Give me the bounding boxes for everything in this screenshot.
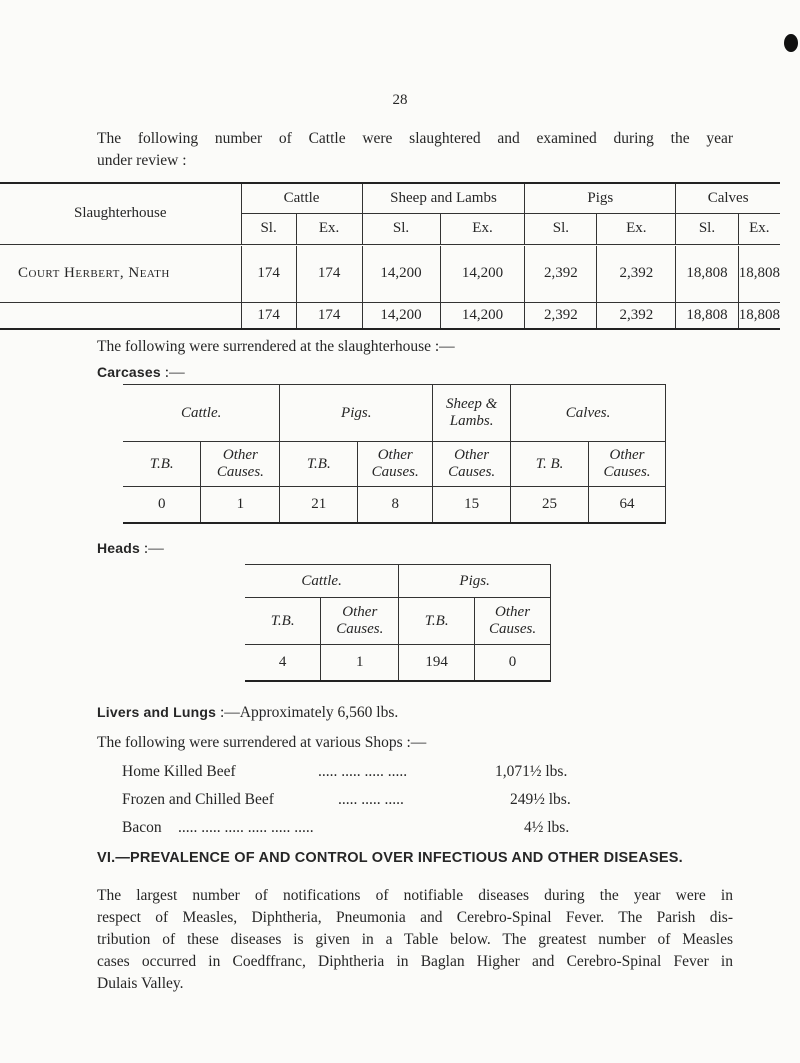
total-cattle-ex: 174 bbox=[296, 302, 362, 329]
carcases-val-calves-tb: 25 bbox=[511, 487, 589, 523]
shop-dots-home-beef: ..... ..... ..... ..... bbox=[318, 763, 408, 780]
header-slaughterhouse: Slaughterhouse bbox=[74, 205, 167, 222]
total-calves-ex: 18,808 bbox=[738, 302, 780, 329]
heads-header-pigs: Pigs. bbox=[399, 565, 551, 598]
carcases-val-pigs-other: 8 bbox=[358, 487, 433, 523]
heads-heading-label: Heads bbox=[97, 540, 141, 556]
carcases-sub-pigs-other: Other Causes. bbox=[358, 442, 433, 487]
total-pigs-ex: 2,392 bbox=[597, 302, 676, 329]
carcases-header-cattle: Cattle. bbox=[180, 404, 222, 421]
carcases-sub-cattle-tb: T.B. bbox=[149, 455, 174, 472]
carcases-sub-pigs-tb: T.B. bbox=[280, 442, 358, 487]
total-pigs-sl: 2,392 bbox=[525, 302, 597, 329]
carcases-val-cattle-tb: 0 bbox=[157, 495, 166, 512]
carcases-sub-calves-other: Other Causes. bbox=[588, 442, 665, 487]
carcases-val-calves-other: 64 bbox=[588, 487, 665, 523]
heads-val-cattle-other: 1 bbox=[321, 645, 399, 681]
section-vi-line-4: cases occurred in Coedffranc, Diphtheria in Baglan Higher and Cerebro-Spinal Fever in bbox=[97, 953, 733, 970]
carcases-table bbox=[123, 384, 666, 524]
shop-dots-frozen-beef: ..... ..... ..... bbox=[338, 791, 404, 808]
intro-line-1: The following number of Cattle were slaughtered and examined during the year bbox=[97, 130, 733, 147]
shop-item-bacon: Bacon bbox=[122, 819, 162, 836]
page-number: 28 bbox=[392, 92, 408, 108]
carcases-header-pigs: Pigs. bbox=[280, 385, 433, 442]
sub-pigs-ex: Ex. bbox=[597, 213, 676, 244]
livers-heading: Livers and Lungs bbox=[97, 704, 217, 720]
heads-heading-suffix: :— bbox=[140, 540, 164, 557]
heads-heading bbox=[97, 538, 164, 560]
header-cattle: Cattle bbox=[241, 184, 362, 213]
livers-line bbox=[97, 702, 398, 724]
cell-sheep-ex: 14,200 bbox=[440, 246, 525, 302]
carcases-heading-label: Carcases bbox=[97, 364, 161, 380]
surrendered-intro: The following were surrendered at the slaughterhouse :— bbox=[97, 338, 455, 355]
livers-text: :—Approximately 6,560 lbs. bbox=[216, 704, 399, 721]
cell-cattle-sl: 174 bbox=[257, 265, 280, 282]
header-calves: Calves bbox=[676, 184, 780, 213]
total-calves-sl: 18,808 bbox=[676, 302, 738, 329]
cell-cattle-ex: 174 bbox=[296, 246, 362, 302]
slaughter-table-bottom-rule bbox=[0, 328, 780, 330]
row-slaughterhouse-name: Court Herbert, Neath bbox=[0, 246, 241, 302]
heads-sub-pigs-tb: T.B. bbox=[399, 598, 475, 645]
sub-sheep-sl: Sl. bbox=[362, 213, 440, 244]
cell-calves-sl: 18,808 bbox=[676, 246, 738, 302]
carcases-val-pigs-tb: 21 bbox=[280, 487, 358, 523]
carcases-val-sheep-other: 15 bbox=[433, 487, 511, 523]
heads-sub-pigs-other: Other Causes. bbox=[475, 598, 551, 645]
header-pigs: Pigs bbox=[525, 184, 676, 213]
sub-cattle-ex: Ex. bbox=[296, 213, 362, 244]
heads-sub-cattle-other: Other Causes. bbox=[321, 598, 399, 645]
total-sheep-sl: 14,200 bbox=[362, 302, 440, 329]
sub-pigs-sl: Sl. bbox=[525, 213, 597, 244]
cell-calves-ex: 18,808 bbox=[738, 246, 780, 302]
heads-val-cattle-tb: 4 bbox=[278, 653, 287, 670]
section-vi-line-5: Dulais Valley. bbox=[97, 975, 184, 992]
intro-line-2: under review : bbox=[97, 152, 187, 169]
carcases-sub-cattle-other: Other Causes. bbox=[201, 442, 280, 487]
sub-calves-sl: Sl. bbox=[676, 213, 738, 244]
total-sheep-ex: 14,200 bbox=[440, 302, 525, 329]
heads-val-pigs-other: 0 bbox=[475, 645, 551, 681]
shop-item-home-beef: Home Killed Beef bbox=[122, 763, 236, 780]
heads-sub-cattle-tb: T.B. bbox=[270, 612, 295, 629]
sub-cattle-sl: Sl. bbox=[241, 213, 296, 244]
header-sheep-lambs: Sheep and Lambs bbox=[362, 184, 525, 213]
section-vi-line-2: respect of Measles, Diphtheria, Pneumonia and Cerebro-Spinal Fever. The Parish dis- bbox=[97, 909, 733, 926]
heads-table bbox=[245, 564, 551, 682]
shop-amount-home-beef: 1,071½ lbs. bbox=[495, 763, 568, 780]
carcases-heading bbox=[97, 362, 185, 384]
cell-sheep-sl: 14,200 bbox=[362, 246, 440, 302]
page-edge-mark bbox=[784, 34, 798, 52]
shop-amount-bacon: 4½ lbs. bbox=[524, 819, 570, 836]
cell-pigs-ex: 2,392 bbox=[597, 246, 676, 302]
shop-amount-frozen-beef: 249½ lbs. bbox=[510, 791, 571, 808]
carcases-header-sheep: Sheep & Lambs. bbox=[433, 385, 511, 442]
carcases-val-cattle-other: 1 bbox=[201, 487, 280, 523]
heads-val-pigs-tb: 194 bbox=[399, 645, 475, 681]
shop-dots-bacon: ..... ..... ..... ..... ..... ..... bbox=[178, 819, 314, 836]
section-vi-title: VI.—PREVALENCE OF AND CONTROL OVER INFECTIOUS AND OTHER DISEASES. bbox=[97, 850, 683, 866]
carcases-heading-suffix: :— bbox=[160, 364, 185, 381]
shop-item-frozen-beef: Frozen and Chilled Beef bbox=[122, 791, 274, 808]
heads-header-cattle: Cattle. bbox=[301, 572, 342, 589]
carcases-header-calves: Calves. bbox=[511, 385, 666, 442]
carcases-sub-calves-tb: T. B. bbox=[511, 442, 589, 487]
slaughter-table bbox=[0, 184, 780, 329]
total-cattle-sl: 174 bbox=[257, 307, 280, 324]
shops-intro: The following were surrendered at various Shops :— bbox=[97, 734, 427, 751]
section-vi-line-3: tribution of these diseases is given in a Table below. The greatest number of Measles bbox=[97, 931, 733, 948]
cell-pigs-sl: 2,392 bbox=[525, 246, 597, 302]
sub-sheep-ex: Ex. bbox=[440, 213, 525, 244]
sub-calves-ex: Ex. bbox=[738, 213, 780, 244]
carcases-sub-sheep-other: Other Causes. bbox=[433, 442, 511, 487]
section-vi-line-1: The largest number of notifications of notifiable diseases during the year were in bbox=[97, 887, 733, 904]
